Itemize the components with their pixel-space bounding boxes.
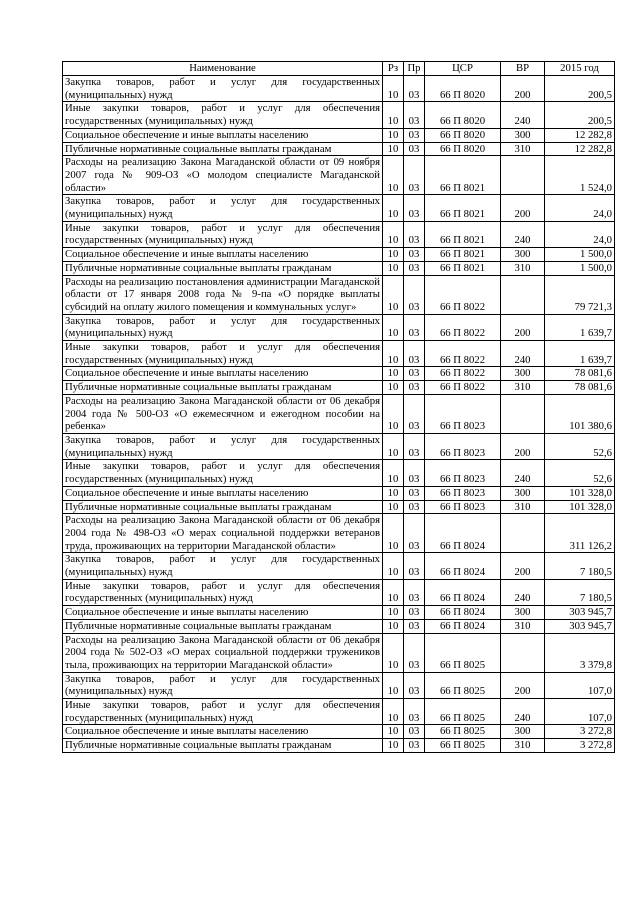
row-csr: 66 П 8021 [425,221,501,247]
row-amount: 79 721,3 [545,275,615,314]
row-pr: 03 [404,314,425,340]
row-csr: 66 П 8021 [425,248,501,262]
row-amount: 200,5 [545,102,615,128]
row-vr: 310 [501,500,545,514]
row-rz: 10 [383,102,404,128]
row-pr: 03 [404,606,425,620]
row-vr: 240 [501,341,545,367]
row-amount: 3 379,8 [545,633,615,672]
row-name: Публичные нормативные социальные выплаты гражданам [63,142,383,156]
row-vr: 240 [501,221,545,247]
column-header-name: Наименование [63,62,383,76]
row-vr: 240 [501,102,545,128]
row-pr: 03 [404,699,425,725]
row-csr: 66 П 8020 [425,102,501,128]
row-amount: 52,6 [545,433,615,459]
row-amount: 52,6 [545,460,615,486]
table-row [63,394,615,433]
row-amount: 1 639,7 [545,314,615,340]
row-pr: 03 [404,341,425,367]
row-csr: 66 П 8023 [425,486,501,500]
row-pr: 03 [404,739,425,753]
table-row [63,314,615,340]
row-vr: 200 [501,553,545,579]
table-row [63,367,615,381]
table-row [63,195,615,221]
row-name: Расходы на реализацию Закона Магаданской области от 06 декабря 2004 года № 500-ОЗ «О ежемесячном и ежегодном пособии на ребенка» [63,394,383,433]
table-row [63,381,615,395]
row-vr: 310 [501,619,545,633]
column-header-rz: Рз [383,62,404,76]
table-row [63,128,615,142]
row-csr: 66 П 8021 [425,156,501,195]
row-rz: 10 [383,128,404,142]
row-name: Иные закупки товаров, работ и услуг для обеспечения государственных (муниципальных) нужд [63,341,383,367]
row-csr: 66 П 8022 [425,367,501,381]
row-name: Социальное обеспечение и иные выплаты населению [63,486,383,500]
row-rz: 10 [383,367,404,381]
row-pr: 03 [404,102,425,128]
row-csr: 66 П 8023 [425,433,501,459]
row-vr: 240 [501,699,545,725]
row-name: Закупка товаров, работ и услуг для государственных (муниципальных) нужд [63,314,383,340]
row-csr: 66 П 8023 [425,460,501,486]
row-pr: 03 [404,275,425,314]
row-rz: 10 [383,633,404,672]
row-csr: 66 П 8022 [425,381,501,395]
row-name: Иные закупки товаров, работ и услуг для обеспечения государственных (муниципальных) нужд [63,699,383,725]
row-vr: 300 [501,128,545,142]
row-vr: 200 [501,433,545,459]
row-amount: 101 328,0 [545,486,615,500]
row-rz: 10 [383,195,404,221]
row-amount: 78 081,6 [545,367,615,381]
row-pr: 03 [404,76,425,102]
row-csr: 66 П 8022 [425,341,501,367]
row-rz: 10 [383,579,404,605]
row-pr: 03 [404,261,425,275]
row-amount: 101 380,6 [545,394,615,433]
table-row [63,672,615,698]
row-amount: 78 081,6 [545,381,615,395]
table-row [63,142,615,156]
row-rz: 10 [383,221,404,247]
row-pr: 03 [404,381,425,395]
row-pr: 03 [404,460,425,486]
budget-page [62,61,614,753]
table-row [63,725,615,739]
table-row [63,739,615,753]
row-amount: 3 272,8 [545,739,615,753]
row-csr: 66 П 8021 [425,261,501,275]
header-row [63,62,615,76]
row-name: Публичные нормативные социальные выплаты гражданам [63,500,383,514]
row-pr: 03 [404,633,425,672]
row-pr: 03 [404,195,425,221]
row-rz: 10 [383,500,404,514]
row-rz: 10 [383,460,404,486]
budget-table [62,61,615,753]
row-amount: 107,0 [545,672,615,698]
row-amount: 200,5 [545,76,615,102]
row-vr: 300 [501,486,545,500]
row-vr: 200 [501,195,545,221]
row-name: Публичные нормативные социальные выплаты гражданам [63,261,383,275]
row-pr: 03 [404,500,425,514]
row-pr: 03 [404,672,425,698]
row-amount: 7 180,5 [545,579,615,605]
row-pr: 03 [404,725,425,739]
row-name: Закупка товаров, работ и услуг для государственных (муниципальных) нужд [63,76,383,102]
row-vr: 300 [501,606,545,620]
row-amount: 1 639,7 [545,341,615,367]
row-rz: 10 [383,156,404,195]
row-csr: 66 П 8025 [425,739,501,753]
row-csr: 66 П 8020 [425,142,501,156]
row-pr: 03 [404,367,425,381]
row-name: Закупка товаров, работ и услуг для государственных (муниципальных) нужд [63,195,383,221]
row-pr: 03 [404,514,425,553]
row-name: Социальное обеспечение и иные выплаты населению [63,128,383,142]
table-row [63,76,615,102]
row-vr: 310 [501,381,545,395]
row-vr: 310 [501,739,545,753]
row-vr: 310 [501,261,545,275]
column-header-pr: Пр [404,62,425,76]
row-name: Иные закупки товаров, работ и услуг для обеспечения государственных (муниципальных) нужд [63,579,383,605]
column-header-year: 2015 год [545,62,615,76]
row-rz: 10 [383,341,404,367]
row-vr: 310 [501,142,545,156]
row-csr: 66 П 8024 [425,606,501,620]
table-row [63,261,615,275]
row-name: Публичные нормативные социальные выплаты гражданам [63,381,383,395]
column-header-csr: ЦСР [425,62,501,76]
row-name: Иные закупки товаров, работ и услуг для обеспечения государственных (муниципальных) нужд [63,102,383,128]
row-name: Расходы на реализацию Закона Магаданской области от 06 декабря 2004 года № 502-ОЗ «О мерах социальной поддержки тружеников тыла, проживающих на территории Магаданской области» [63,633,383,672]
row-rz: 10 [383,725,404,739]
row-amount: 3 272,8 [545,725,615,739]
row-rz: 10 [383,514,404,553]
row-csr: 66 П 8024 [425,553,501,579]
row-name: Закупка товаров, работ и услуг для государственных (муниципальных) нужд [63,553,383,579]
row-amount: 303 945,7 [545,619,615,633]
table-row [63,619,615,633]
row-amount: 12 282,8 [545,128,615,142]
table-row [63,460,615,486]
row-vr [501,633,545,672]
row-name: Иные закупки товаров, работ и услуг для обеспечения государственных (муниципальных) нужд [63,221,383,247]
row-amount: 24,0 [545,195,615,221]
row-vr: 300 [501,367,545,381]
row-csr: 66 П 8025 [425,633,501,672]
row-csr: 66 П 8024 [425,619,501,633]
row-csr: 66 П 8023 [425,500,501,514]
row-rz: 10 [383,619,404,633]
row-vr: 240 [501,579,545,605]
row-vr [501,514,545,553]
row-amount: 1 500,0 [545,248,615,262]
table-row [63,102,615,128]
row-amount: 7 180,5 [545,553,615,579]
table-row [63,514,615,553]
row-name: Социальное обеспечение и иные выплаты населению [63,367,383,381]
row-amount: 1 500,0 [545,261,615,275]
table-row [63,486,615,500]
row-amount: 303 945,7 [545,606,615,620]
row-name: Закупка товаров, работ и услуг для государственных (муниципальных) нужд [63,672,383,698]
row-csr: 66 П 8023 [425,394,501,433]
table-row [63,433,615,459]
row-csr: 66 П 8025 [425,699,501,725]
row-pr: 03 [404,221,425,247]
row-pr: 03 [404,619,425,633]
row-csr: 66 П 8021 [425,195,501,221]
row-vr [501,394,545,433]
row-name: Расходы на реализацию Закона Магаданской области от 09 ноября 2007 года № 909-ОЗ «О молодом специалисте Магаданской области» [63,156,383,195]
row-amount: 12 282,8 [545,142,615,156]
table-row [63,248,615,262]
row-pr: 03 [404,433,425,459]
row-vr: 300 [501,248,545,262]
table-row [63,633,615,672]
row-vr: 200 [501,672,545,698]
row-rz: 10 [383,699,404,725]
row-amount: 311 126,2 [545,514,615,553]
row-pr: 03 [404,579,425,605]
table-row [63,221,615,247]
row-name: Социальное обеспечение и иные выплаты населению [63,725,383,739]
row-amount: 107,0 [545,699,615,725]
row-csr: 66 П 8024 [425,579,501,605]
row-amount: 24,0 [545,221,615,247]
row-vr: 200 [501,76,545,102]
row-pr: 03 [404,486,425,500]
row-amount: 101 328,0 [545,500,615,514]
row-pr: 03 [404,553,425,579]
row-rz: 10 [383,261,404,275]
row-pr: 03 [404,394,425,433]
row-csr: 66 П 8022 [425,275,501,314]
row-rz: 10 [383,381,404,395]
row-rz: 10 [383,553,404,579]
row-pr: 03 [404,248,425,262]
row-name: Социальное обеспечение и иные выплаты населению [63,248,383,262]
row-csr: 66 П 8025 [425,725,501,739]
row-csr: 66 П 8020 [425,128,501,142]
row-rz: 10 [383,275,404,314]
row-pr: 03 [404,142,425,156]
row-rz: 10 [383,314,404,340]
row-vr: 240 [501,460,545,486]
row-rz: 10 [383,606,404,620]
row-csr: 66 П 8025 [425,672,501,698]
row-rz: 10 [383,672,404,698]
row-csr: 66 П 8022 [425,314,501,340]
row-name: Публичные нормативные социальные выплаты гражданам [63,739,383,753]
row-name: Социальное обеспечение и иные выплаты населению [63,606,383,620]
row-name: Расходы на реализацию Закона Магаданской области от 06 декабря 2004 года № 498-ОЗ «О мерах социальной поддержки ветеранов труда, проживающих на территории Магаданской области» [63,514,383,553]
row-name: Иные закупки товаров, работ и услуг для обеспечения государственных (муниципальных) нужд [63,460,383,486]
row-rz: 10 [383,142,404,156]
row-csr: 66 П 8020 [425,76,501,102]
table-row [63,275,615,314]
row-name: Закупка товаров, работ и услуг для государственных (муниципальных) нужд [63,433,383,459]
row-pr: 03 [404,128,425,142]
row-vr: 300 [501,725,545,739]
row-rz: 10 [383,76,404,102]
row-vr [501,275,545,314]
row-rz: 10 [383,433,404,459]
table-row [63,156,615,195]
table-row [63,699,615,725]
row-vr: 200 [501,314,545,340]
row-name: Расходы на реализацию постановления администрации Магаданской области от 17 января 2008 года № 9-па «О порядке выплаты субсидий на оплату жилого помещения и коммунальных услуг» [63,275,383,314]
table-row [63,553,615,579]
table-row [63,341,615,367]
row-pr: 03 [404,156,425,195]
row-vr [501,156,545,195]
row-rz: 10 [383,486,404,500]
column-header-vr: ВР [501,62,545,76]
table-row [63,606,615,620]
row-rz: 10 [383,248,404,262]
row-csr: 66 П 8024 [425,514,501,553]
row-rz: 10 [383,739,404,753]
table-row [63,500,615,514]
row-amount: 1 524,0 [545,156,615,195]
table-body [63,76,615,753]
row-rz: 10 [383,394,404,433]
table-row [63,579,615,605]
row-name: Публичные нормативные социальные выплаты гражданам [63,619,383,633]
